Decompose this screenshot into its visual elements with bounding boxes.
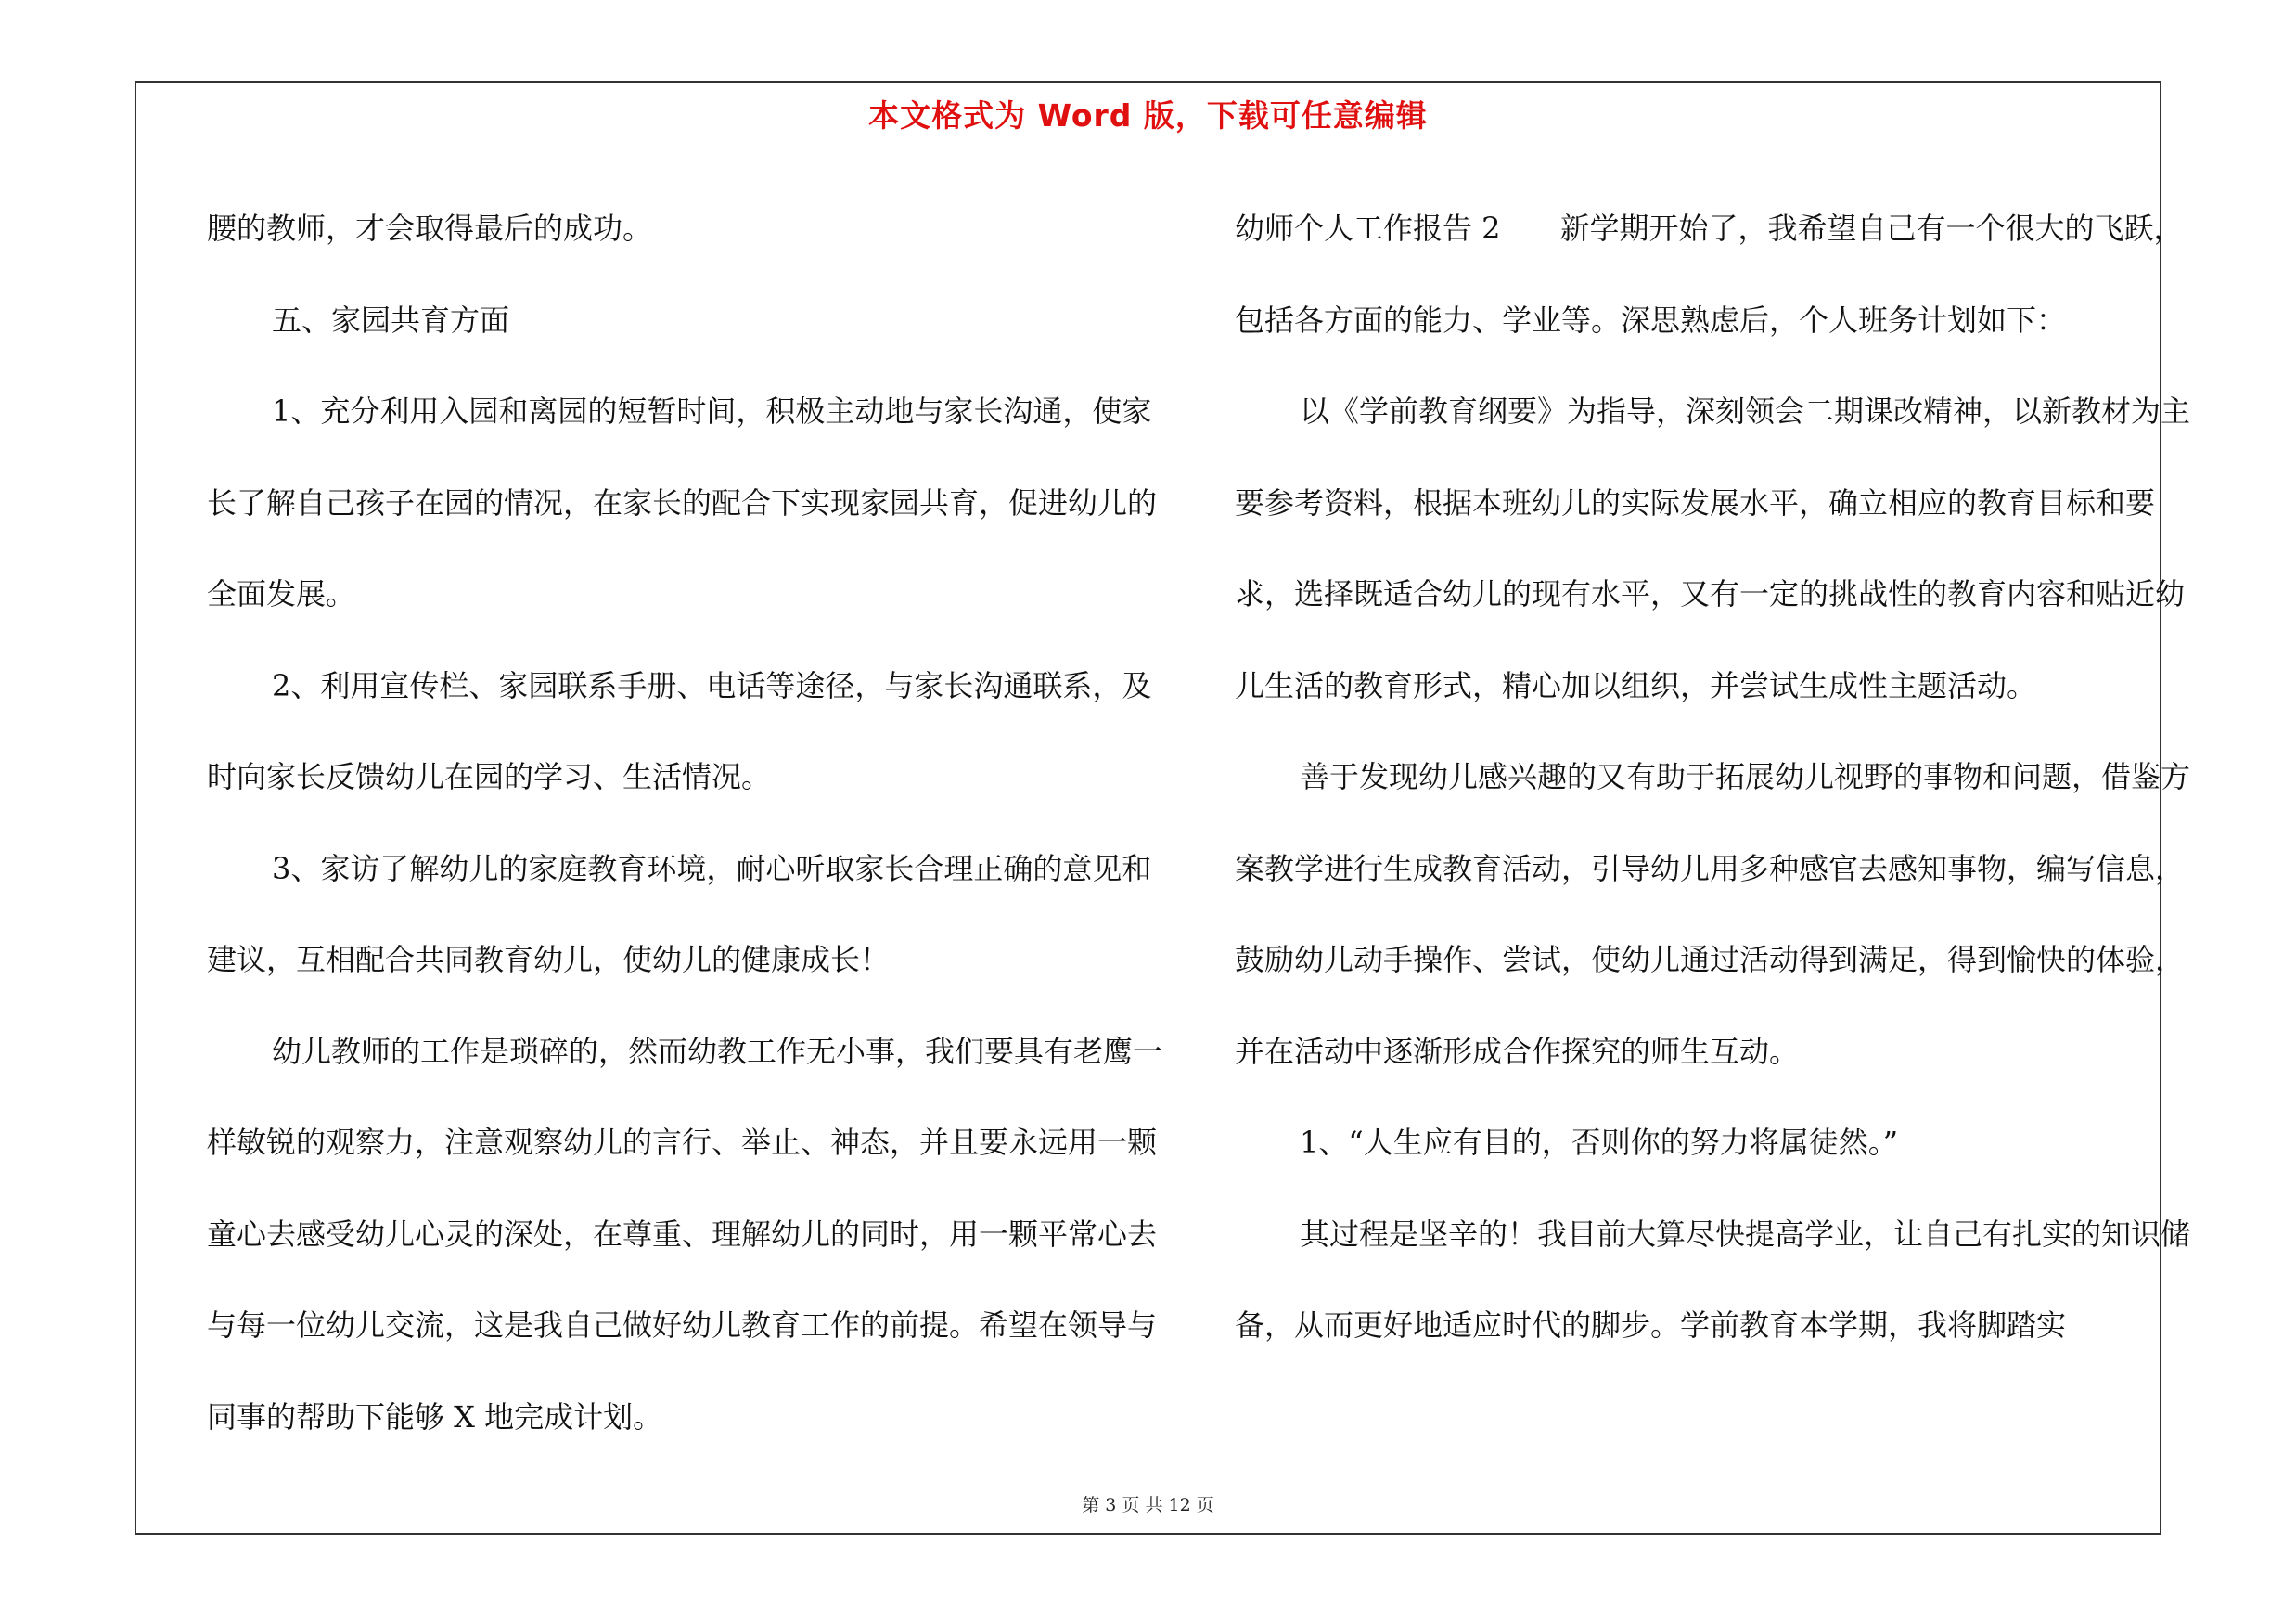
format-banner: 本文格式为 Word 版，下载可任意编辑 xyxy=(868,97,1428,134)
paragraph: 1、充分利用入园和离园的短暂时间，积极主动地与家长沟通，使家长了解自己孩子在园的情况，在家长的配合下实现家园共育，促进幼儿的全面发展。 xyxy=(207,393,1158,612)
paragraph: 其过程是坚辛的！我目前大算尽快提高学业，让自己有扎实的知识储备，从而更好地适应时代的脚步。学前教育本学期，我将脚踏实 xyxy=(1235,1216,2191,1343)
document-page xyxy=(135,81,2191,1535)
paragraph: 3、家访了解幼儿的家庭教育环境，耐心听取家长合理正确的意见和建议，互相配合共同教育幼儿，使幼儿的健康成长！ xyxy=(207,850,1152,977)
right-column xyxy=(1235,183,2194,1372)
left-column xyxy=(207,183,1162,1462)
paragraph: 腰的教师，才会取得最后的成功。 xyxy=(207,211,653,246)
paragraph: 1、“人生应有目的，否则你的努力将属徒然。” xyxy=(1300,1125,1899,1160)
page-number: 第 3 页 共 12 页 xyxy=(1082,1495,1214,1515)
paragraph: 善于发现幼儿感兴趣的又有助于拓展幼儿视野的事物和问题，借鉴方案教学进行生成教育活动，引导幼儿用多种感官去感知事物，编写信息，鼓励幼儿动手操作、尝试，使幼儿通过活动得到满足，得到愉快的体验，并在活动中逐渐形成合作探究的师生互动。 xyxy=(1235,759,2191,1069)
paragraph: 以《学前教育纲要》为指导，深刻领会二期课改精神，以新教材为主要参考资料，根据本班幼儿的实际发展水平，确立相应的教育目标和要求，选择既适合幼儿的现有水平，又有一定的挑战性的教育内容和贴近幼儿生活的教育形式，精心加以组织，并尝试生成性主题活动。 xyxy=(1235,393,2191,703)
paragraph: 2、利用宣传栏、家园联系手册、电话等途径，与家长沟通联系，及时向家长反馈幼儿在园的学习、生活情况。 xyxy=(207,667,1152,794)
paragraph: 幼师个人工作报告 2 新学期开始了，我希望自己有一个很大的飞跃，包括各方面的能力、学业等。深思熟虑后，个人班务计划如下： xyxy=(1235,211,2184,338)
paragraph: 幼儿教师的工作是琐碎的，然而幼教工作无小事，我们要具有老鹰一样敏锐的观察力，注意观察幼儿的言行、举止、神态，并且要永远用一颗童心去感受幼儿心灵的深处，在尊重、理解幼儿的同时，用一颗平常心去与每一位幼儿交流，这是我自己做好幼儿教育工作的前提。希望在领导与同事的帮助下能够 X 地完成计划。 xyxy=(207,1033,1163,1435)
section-heading: 五、家园共育方面 xyxy=(272,302,510,338)
